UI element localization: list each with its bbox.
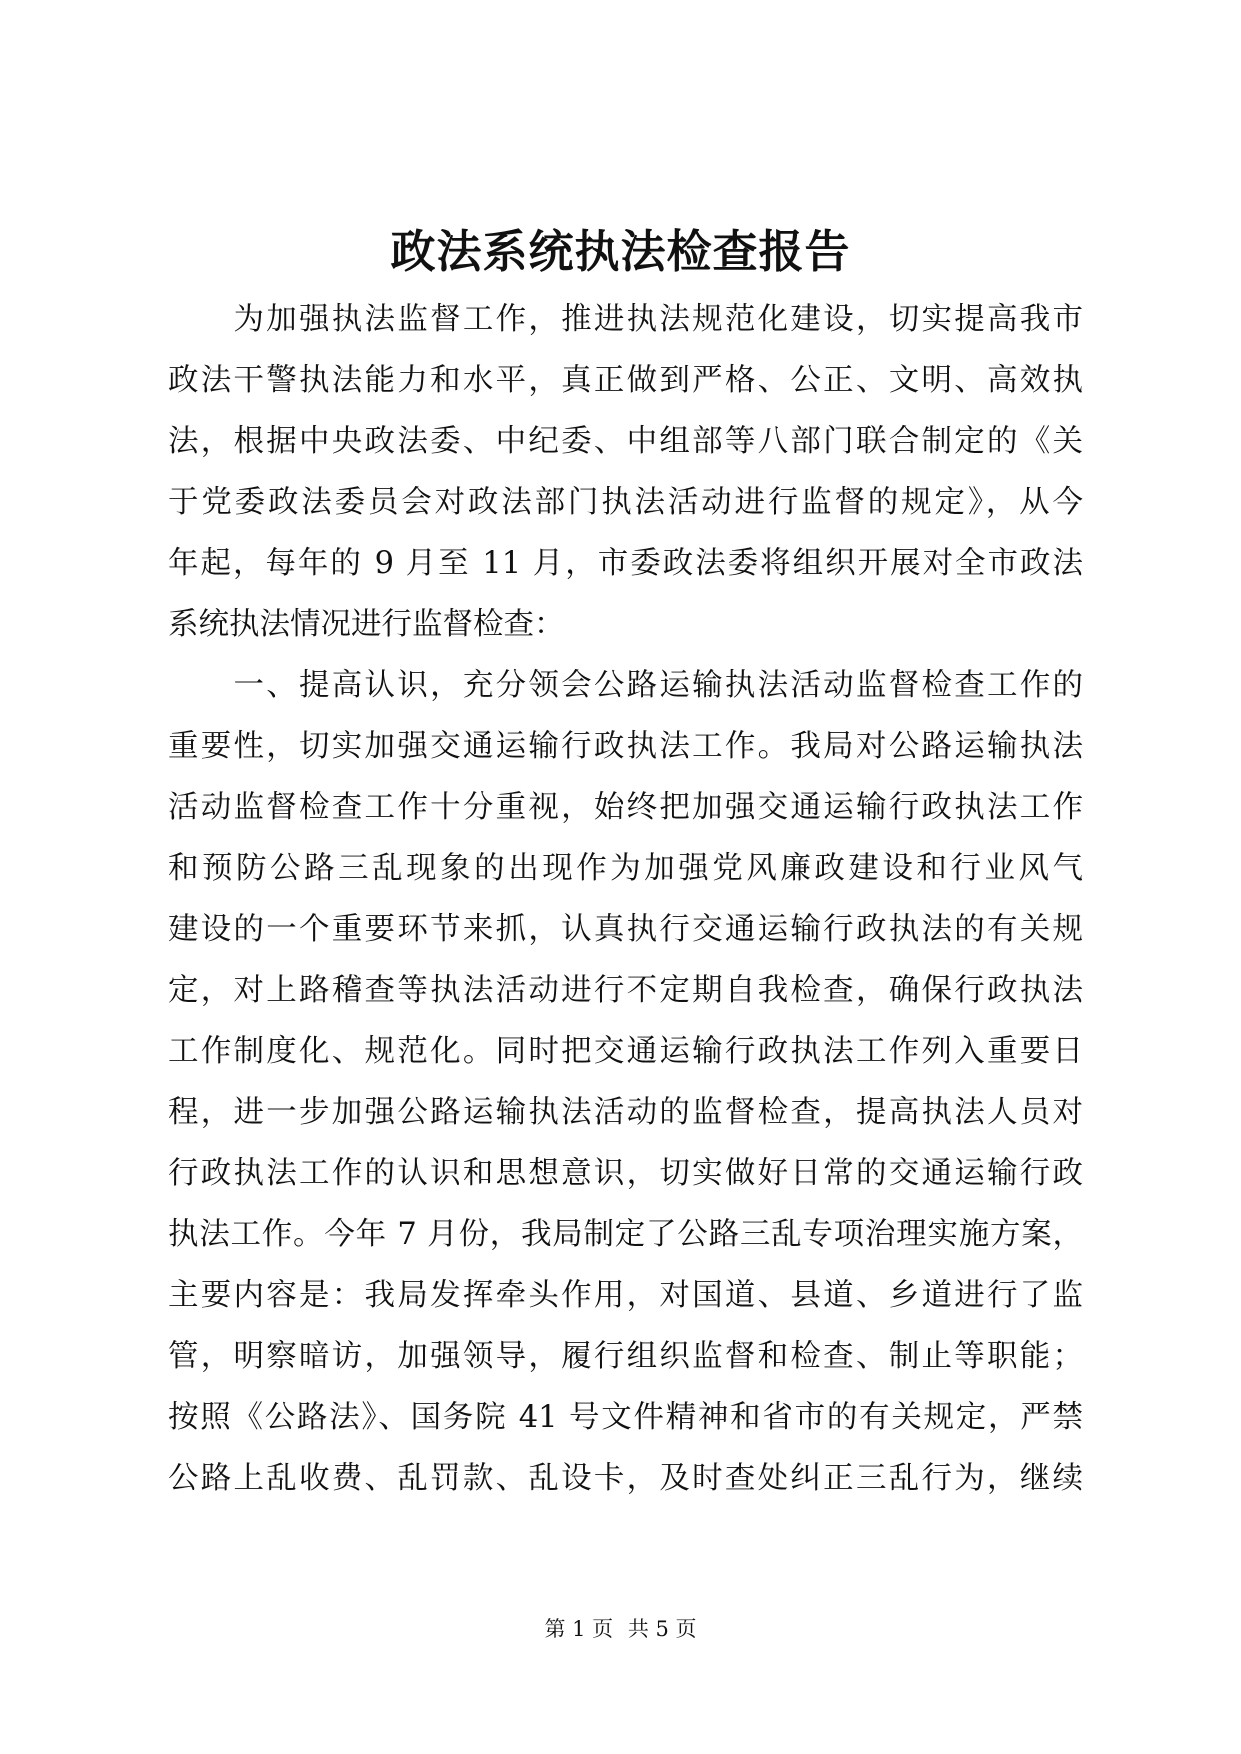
body-line: 政法干警执法能力和水平，真正做到严格、公正、文明、高效执 (168, 363, 1083, 398)
body-line: 公路上乱收费、乱罚款、乱设卡，及时查处纠正三乱行为，继续 (168, 1461, 1083, 1496)
body-line: 年起，每年的 9 月至 11 月，市委政法委将组织开展对全市政法 (168, 546, 1083, 581)
body-line: 行政执法工作的认识和思想意识，切实做好日常的交通运输行政 (168, 1156, 1083, 1191)
body-line: 主要内容是：我局发挥牵头作用，对国道、县道、乡道进行了监 (168, 1278, 1083, 1313)
page-total: 共 5 页 (627, 1617, 697, 1641)
body-line: 工作制度化、规范化。同时把交通运输行政执法工作列入重要日 (168, 1034, 1083, 1069)
body-line: 法，根据中央政法委、中纪委、中组部等八部门联合制定的《关 (168, 424, 1083, 459)
body-line: 定，对上路稽查等执法活动进行不定期自我检查，确保行政执法 (168, 973, 1083, 1008)
page-footer (0, 1614, 1241, 1644)
body-line: 和预防公路三乱现象的出现作为加强党风廉政建设和行业风气 (168, 851, 1083, 886)
body-line: 为加强执法监督工作，推进执法规范化建设，切实提高我市 (168, 302, 1083, 337)
body-line: 活动监督检查工作十分重视，始终把加强交通运输行政执法工作 (168, 790, 1083, 825)
body-line: 系统执法情况进行监督检查： (168, 607, 565, 642)
body-line: 管，明察暗访，加强领导，履行组织监督和检查、制止等职能； (168, 1339, 1083, 1374)
body-line: 按照《公路法》、国务院 41 号文件精神和省市的有关规定，严禁 (168, 1400, 1083, 1435)
page-number: 第 1 页 (544, 1617, 614, 1641)
document-body (168, 289, 1083, 1509)
document-title: 政法系统执法检查报告 (390, 225, 851, 278)
body-line: 重要性，切实加强交通运输行政执法工作。我局对公路运输执法 (168, 729, 1083, 764)
body-line: 程，进一步加强公路运输执法活动的监督检查，提高执法人员对 (168, 1095, 1083, 1130)
body-line: 执法工作。今年 7 月份，我局制定了公路三乱专项治理实施方案， (168, 1217, 1083, 1252)
body-line: 建设的一个重要环节来抓，认真执行交通运输行政执法的有关规 (168, 912, 1083, 947)
body-line: 于党委政法委员会对政法部门执法活动进行监督的规定》，从今 (168, 485, 1083, 520)
body-line: 一、提高认识，充分领会公路运输执法活动监督检查工作的 (168, 668, 1083, 703)
